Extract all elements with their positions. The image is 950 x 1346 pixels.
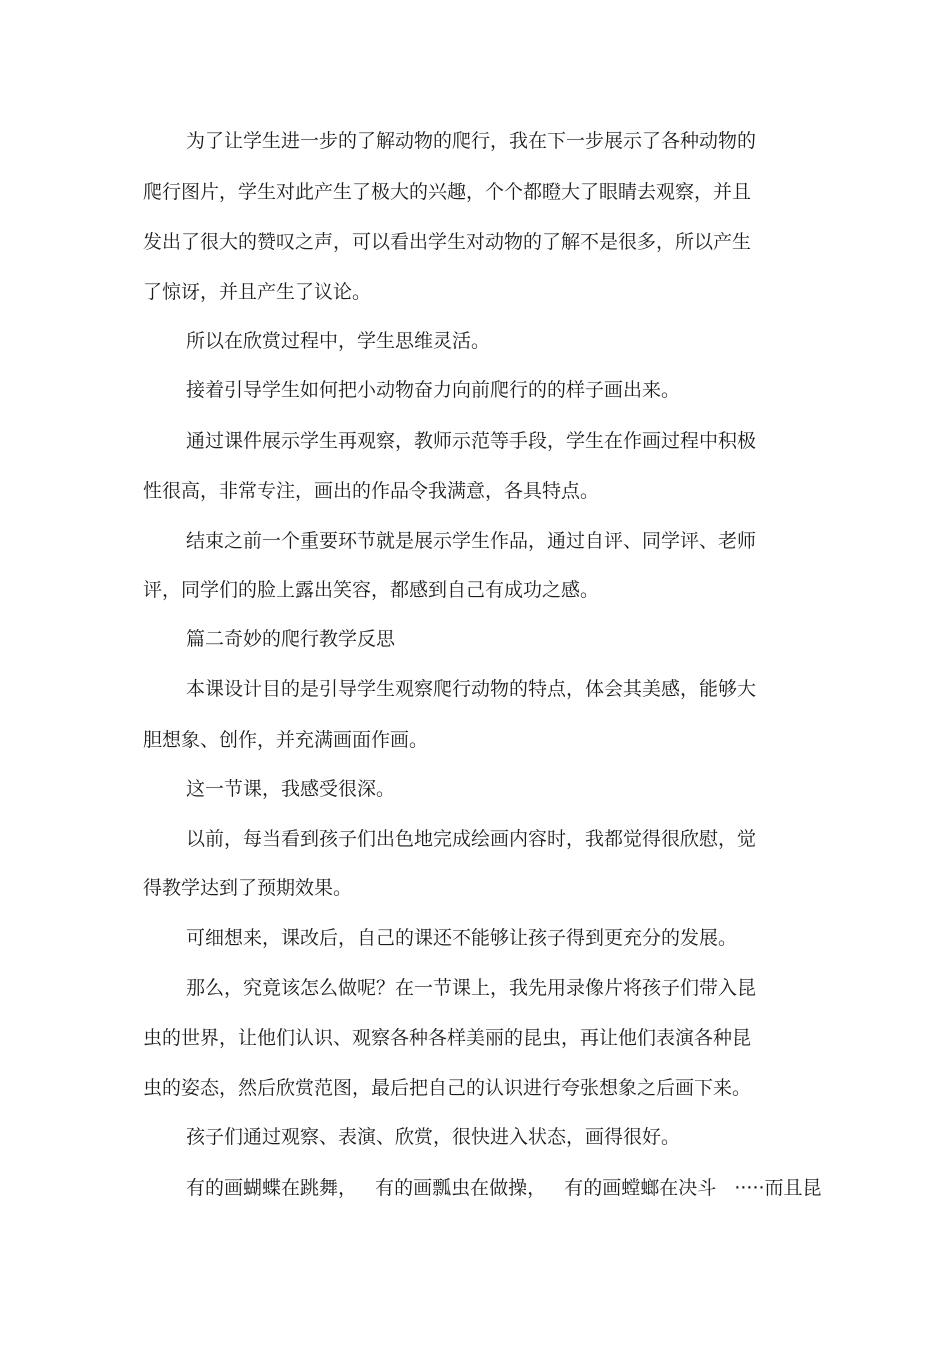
- paragraph-line: 以前，每当看到孩子们出色地完成绘画内容时，我都觉得很欣慰，觉: [186, 828, 757, 850]
- paragraph-line: 发出了很大的赞叹之声，可以看出学生对动物的了解不是很多，所以产生: [143, 231, 752, 253]
- section-heading: 篇二奇妙的爬行教学反思: [186, 628, 396, 650]
- paragraph-line: 有的画蝴蝶在跳舞， 有的画瓢虫在做操， 有的画螳螂在决斗 ·····而且昆: [186, 1177, 822, 1199]
- paragraph-line: 接着引导学生如何把小动物奋力向前爬行的的样子画出来。: [186, 379, 681, 401]
- paragraph-line: 所以在欣赏过程中，学生思维灵活。: [186, 330, 491, 352]
- paragraph-line: 孩子们通过观察、表演、欣赏，很快进入状态，画得很好。: [186, 1126, 681, 1148]
- paragraph-line: 性很高，非常专注，画出的作品令我满意，各具特点。: [143, 480, 600, 502]
- paragraph-line: 爬行图片，学生对此产生了极大的兴趣，个个都瞪大了眼睛去观察，并且: [143, 181, 752, 203]
- paragraph-line: 为了让学生进一步的了解动物的爬行，我在下一步展示了各种动物的: [186, 130, 757, 152]
- paragraph-line: 这一节课，我感受很深。: [186, 778, 396, 800]
- paragraph-line: 了惊讶，并且产生了议论。: [143, 281, 372, 303]
- paragraph-line: 得教学达到了预期效果。: [143, 877, 353, 899]
- paragraph-line: 胆想象、创作，并充满画面作画。: [143, 729, 429, 751]
- paragraph-line: 那么，究竟该怎么做呢？在一节课上，我先用录像片将孩子们带入昆: [186, 977, 757, 999]
- paragraph-line: 通过课件展示学生再观察，教师示范等手段，学生在作画过程中积极: [186, 430, 757, 452]
- paragraph-line: 虫的世界，让他们认识、观察各种各样美丽的昆虫，再让他们表演各种昆: [143, 1027, 752, 1049]
- paragraph-line: 虫的姿态，然后欣赏范图，最后把自己的认识进行夸张想象之后画下来。: [143, 1077, 752, 1099]
- paragraph-line: 可细想来，课改后，自己的课还不能够让孩子得到更充分的发展。: [186, 927, 738, 949]
- paragraph-line: 本课设计目的是引导学生观察爬行动物的特点，体会其美感，能够大: [186, 678, 757, 700]
- paragraph-line: 评，同学们的脸上露出笑容，都感到自己有成功之感。: [143, 579, 600, 601]
- paragraph-line: 结束之前一个重要环节就是展示学生作品，通过自评、同学评、老师: [186, 530, 757, 552]
